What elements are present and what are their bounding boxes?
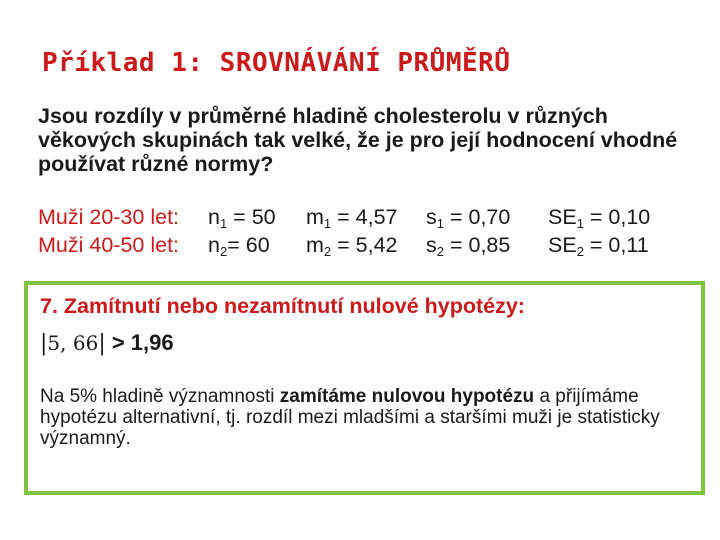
sample-size: $n_1 = 50$ [208,205,276,231]
standard-error: $SE_2 = 0,11$ [548,233,649,259]
test-statistic-inequality [40,330,174,356]
standard-error: $SE_1 = 0,10$ [548,205,651,231]
group-label: Muži 40-50 let: [38,233,180,257]
mean: $m_1 = 4,57$ [306,205,398,231]
std-deviation: $s_2 = 0,85$ [426,233,511,259]
conclusion-box [24,281,705,495]
sample-size: $n_2= 60$ [208,233,270,259]
group-label: Muži 20-30 let: [38,205,180,229]
step-heading: 7. Zamítnutí nebo nezamítnutí nulové hypotézy: [40,294,525,318]
research-question: Jsou rozdíly v průměrné hladině cholesterolu v různých věkových skupinách tak velké, že je pro její hodnocení vhodné používat různé normy? [38,104,678,176]
conclusion-text: Na 5% hladině významnosti zamítáme nulovou hypotézu a přijímáme hypotézu alternativní, tj. rozdíl mezi mladšími a staršími muži je statisticky významný. [40,386,660,449]
abs-bar-right: | [98,331,106,356]
test-statistic-value: 5, 66 [47,331,99,355]
std-deviation: $s_1 = 0,70$ [426,205,511,231]
mean: $m_2 = 5,42$ [306,233,398,259]
critical-value: > 1,96 [105,330,174,355]
slide-title: Příklad 1: SROVNÁVÁNÍ PRŮMĚRŮ [42,48,511,78]
conclusion-emphasis: zamítáme nulovou hypotézu [279,386,535,407]
abs-bar-left: | [40,331,48,356]
